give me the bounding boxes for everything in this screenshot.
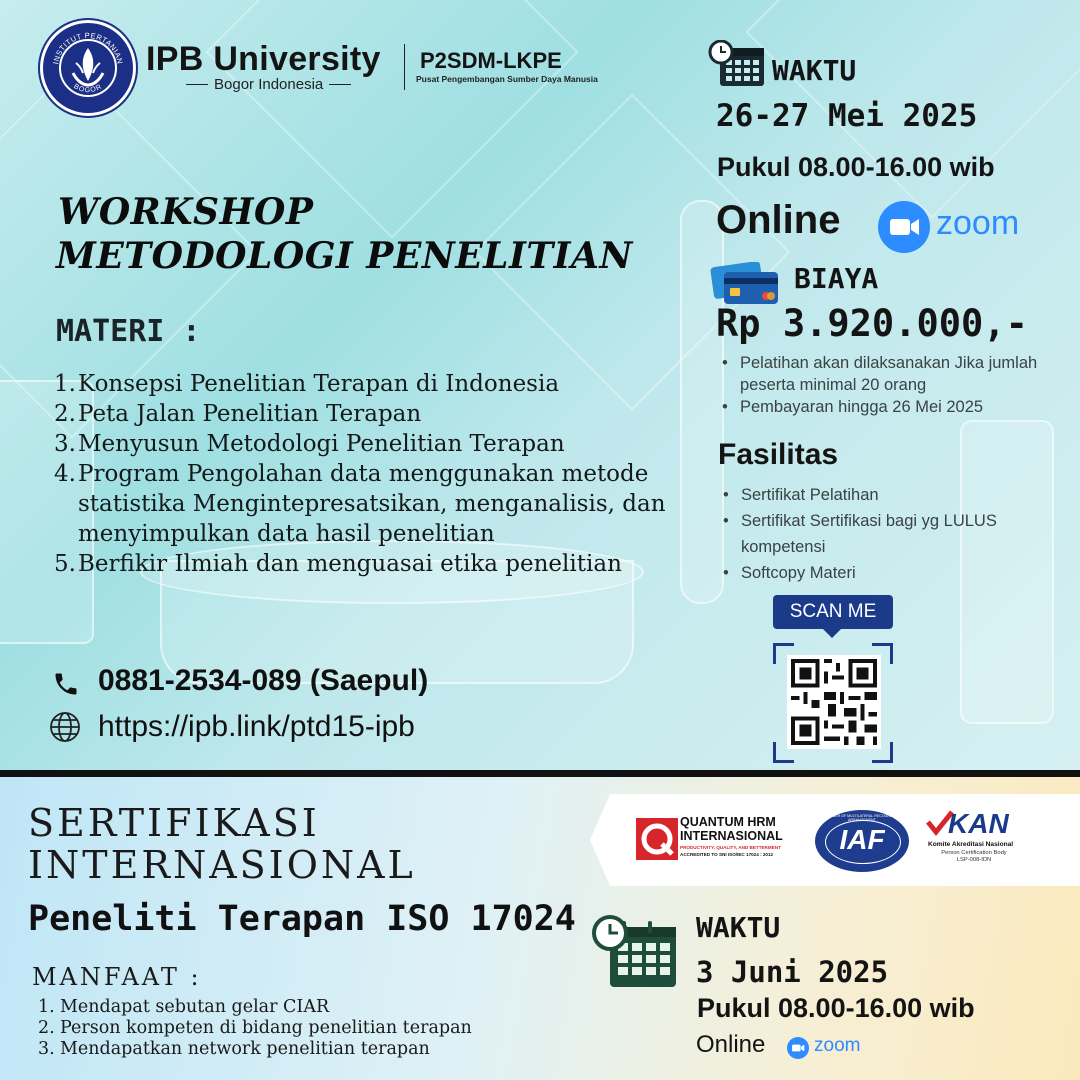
- manfaat-text: Mendapatkan network penelitian terapan: [60, 1039, 430, 1059]
- sertifikasi-title-line2: INTERNASIONAL: [28, 843, 416, 887]
- unit-name: P2SDM-LKPE: [420, 48, 562, 73]
- zoom-wordmark: zoom: [814, 1035, 861, 1056]
- registration-link[interactable]: https://ipb.link/ptd15-ipb: [98, 710, 415, 743]
- materi-text: Menyusun Metodologi Penelitian Terapan: [78, 431, 565, 457]
- logo-text-top: INSTITUT PERTANIAN: [51, 30, 125, 65]
- sub-rule-left: [186, 84, 208, 85]
- university-sub-row: [186, 76, 351, 93]
- biaya-price: Rp 3.920.000,-: [716, 302, 1028, 345]
- scan-me-button[interactable]: SCAN ME: [773, 595, 893, 629]
- schedule-heading: WAKTU: [772, 54, 857, 87]
- header-divider: [404, 44, 405, 90]
- certification-section: [0, 777, 1080, 1080]
- kan-logo-text: KAN: [948, 808, 1009, 839]
- kan-body: Person Certification Body: [941, 850, 1007, 856]
- quantum-name-line2: INTERNASIONAL: [680, 829, 783, 843]
- biaya-notes: [720, 352, 1065, 418]
- materi-number: 4.: [54, 461, 76, 487]
- manfaat-item: [38, 1018, 558, 1039]
- materi-number: 1.: [54, 371, 76, 397]
- zoom-icon: [787, 1037, 809, 1059]
- scan-me-pointer: [822, 628, 842, 638]
- materi-number: 2.: [54, 401, 76, 427]
- calendar-clock-icon: [592, 913, 680, 994]
- quantum-name-line1: QUANTUM HRM: [680, 815, 776, 829]
- qr-code[interactable]: [787, 655, 881, 749]
- section-divider: [0, 770, 1080, 777]
- fasilitas-list: [721, 482, 1041, 586]
- schedule2-mode: Online: [696, 1031, 766, 1058]
- manfaat-heading: MANFAAT :: [32, 963, 202, 991]
- manfaat-text: Mendapat sebutan gelar CIAR: [60, 997, 330, 1017]
- materi-item: [54, 459, 678, 549]
- contact-phone[interactable]: 0881-2534-089 (Saepul): [98, 664, 429, 697]
- materi-item: [54, 369, 694, 399]
- manfaat-item: [38, 1039, 558, 1060]
- logo-text-bottom: BOGOR: [72, 83, 104, 95]
- schedule-date: 26-27 Mei 2025: [716, 98, 978, 134]
- manfaat-list: [38, 997, 558, 1060]
- fasilitas-item: • Sertifikat Pelatihan: [721, 482, 1041, 508]
- iaf-ring-text: MEMBER OF MULTILATERAL RECOGNITION ARRANGEMENT: [824, 814, 900, 822]
- workshop-title-line2: METODOLOGI PENELITIAN: [56, 235, 633, 277]
- materi-item: [54, 549, 694, 579]
- sub-rule-right: [329, 84, 351, 85]
- materi-text: Program Pengolahan data menggunakan metode statistika Mengintepresatsikan, menganalisis, dan menyimpulkan data hasil penelitian: [78, 461, 666, 547]
- quantum-logo-mark: [636, 818, 678, 860]
- manfaat-number: 3.: [38, 1039, 55, 1059]
- calendar-clock-icon: [708, 40, 766, 93]
- ipb-logo-icon: [43, 23, 133, 113]
- schedule-time: Pukul 08.00-16.00 wib: [717, 152, 995, 182]
- globe-icon: [48, 710, 82, 749]
- manfaat-text: Person kompeten di bidang penelitian terapan: [60, 1018, 472, 1038]
- manfaat-number: 1.: [38, 997, 55, 1017]
- workshop-title-line1: WORKSHOP: [58, 191, 314, 233]
- fasilitas-item: • Sertifikat Sertifikasi bagi yg LULUS kompetensi: [721, 508, 1041, 560]
- schedule-mode: Online: [716, 198, 841, 242]
- materi-heading: MATERI :: [56, 314, 201, 349]
- schedule2-date: 3 Juni 2025: [696, 955, 889, 989]
- materi-item: [54, 429, 694, 459]
- kan-code: LSP-008-IDN: [956, 857, 992, 863]
- cert-logo-panel: [610, 794, 1080, 886]
- university-sub: Bogor Indonesia: [214, 76, 324, 93]
- quantum-tagline: PRODUCTIVITY, QUALITY, AND BETTERMENT: [680, 845, 781, 850]
- iaf-text: IAF: [839, 824, 885, 855]
- materi-text: Berfikir Ilmiah dan menguasai etika penelitian: [78, 551, 622, 577]
- university-name: IPB University: [146, 40, 381, 78]
- quantum-accreditation: ACCREDITED TO SNI ISO/IEC 17024 : 2012: [680, 852, 774, 857]
- iaf-logo: [815, 810, 909, 872]
- materi-list: [54, 369, 694, 579]
- fasilitas-heading: Fasilitas: [718, 438, 839, 471]
- sertifikasi-subtitle: Peneliti Terapan ISO 17024: [28, 899, 576, 939]
- manfaat-item: [38, 997, 558, 1018]
- zoom-icon: [878, 201, 930, 253]
- materi-text: Peta Jalan Penelitian Terapan: [78, 401, 422, 427]
- biaya-note: • Pembayaran hingga 26 Mei 2025: [720, 396, 1065, 418]
- unit-sub: Pusat Pengembangan Sumber Daya Manusia: [416, 74, 598, 84]
- biaya-note: • Pelatihan akan dilaksanakan Jika jumlah peserta minimal 20 orang: [720, 352, 1065, 396]
- fasilitas-item: • Softcopy Materi: [721, 560, 1041, 586]
- schedule2-time: Pukul 08.00-16.00 wib: [697, 993, 975, 1023]
- zoom-wordmark: zoom: [936, 204, 1020, 242]
- qr-frame: [773, 643, 893, 763]
- materi-number: 5.: [54, 551, 76, 577]
- kan-subtitle: Komite Akreditasi Nasional: [928, 841, 1014, 848]
- schedule2-heading: WAKTU: [696, 911, 781, 944]
- sertifikasi-title-line1: SERTIFIKASI: [28, 801, 320, 845]
- ipb-logo: [40, 20, 136, 116]
- materi-item: [54, 399, 694, 429]
- materi-text: Konsepsi Penelitian Terapan di Indonesia: [78, 371, 560, 397]
- phone-icon: [52, 670, 80, 703]
- biaya-heading: BIAYA: [794, 262, 879, 295]
- materi-number: 3.: [54, 431, 76, 457]
- manfaat-number: 2.: [38, 1018, 55, 1038]
